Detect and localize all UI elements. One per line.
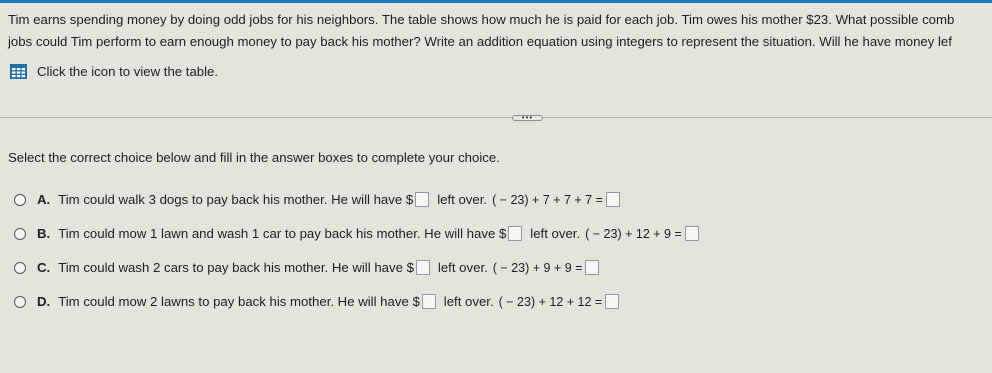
- expand-more-button[interactable]: •••: [512, 115, 543, 121]
- choice-b-equation: ( − 23) + 12 + 9 =: [585, 226, 682, 241]
- choice-c-amount-input[interactable]: [416, 260, 430, 275]
- choice-c-equation-input[interactable]: [585, 260, 599, 275]
- choice-d-equation: ( − 23) + 12 + 12 =: [498, 294, 603, 309]
- choice-a-after-text: left over.: [437, 192, 488, 207]
- choice-d-amount-input[interactable]: [422, 294, 436, 309]
- question-line-2: jobs could Tim perform to earn enough money to pay back his mother? Write an addition equation using integers to represent the situation. Will he have money lef: [8, 34, 952, 49]
- choice-a-amount-input[interactable]: [415, 192, 429, 207]
- choice-c-equation: ( − 23) + 9 + 9 =: [492, 260, 583, 275]
- choice-b-letter: B.: [37, 226, 51, 241]
- choice-b-equation-input[interactable]: [685, 226, 699, 241]
- choice-a[interactable]: [14, 192, 620, 207]
- choice-d-radio[interactable]: [14, 296, 26, 308]
- instructions-text: Select the correct choice below and fill in the answer boxes to complete your choice.: [8, 150, 500, 165]
- top-accent-bar: [0, 0, 992, 3]
- choice-a-equation: ( − 23) + 7 + 7 + 7 =: [492, 192, 603, 207]
- choice-b-text: Tim could mow 1 lawn and wash 1 car to pay back his mother. He will have $: [58, 226, 507, 241]
- view-table-link[interactable]: [10, 64, 218, 79]
- choice-d[interactable]: [14, 294, 619, 309]
- choice-c-after-text: left over.: [437, 260, 488, 275]
- choice-a-letter: A.: [37, 192, 51, 207]
- choice-d-after-text: left over.: [443, 294, 494, 309]
- choice-a-equation-input[interactable]: [606, 192, 620, 207]
- question-line-1: Tim earns spending money by doing odd jobs for his neighbors. The table shows how much he is paid for each job. Tim owes his mother $23. What possible comb: [8, 12, 955, 27]
- choice-d-equation-input[interactable]: [605, 294, 619, 309]
- choice-b[interactable]: [14, 226, 699, 241]
- question-text: [8, 9, 992, 53]
- table-icon[interactable]: [10, 64, 27, 79]
- choice-b-radio[interactable]: [14, 228, 26, 240]
- choice-c[interactable]: [14, 260, 599, 275]
- choice-d-letter: D.: [37, 294, 51, 309]
- choice-b-amount-input[interactable]: [508, 226, 522, 241]
- choice-a-radio[interactable]: [14, 194, 26, 206]
- view-table-label[interactable]: Click the icon to view the table.: [37, 64, 219, 79]
- choice-c-letter: C.: [37, 260, 51, 275]
- section-divider: [0, 115, 992, 121]
- choice-a-text: Tim could walk 3 dogs to pay back his mother. He will have $: [58, 192, 414, 207]
- choice-b-after-text: left over.: [530, 226, 581, 241]
- divider-line: [0, 117, 992, 118]
- choice-d-text: Tim could mow 2 lawns to pay back his mother. He will have $: [58, 294, 420, 309]
- choice-c-text: Tim could wash 2 cars to pay back his mother. He will have $: [58, 260, 414, 275]
- choice-c-radio[interactable]: [14, 262, 26, 274]
